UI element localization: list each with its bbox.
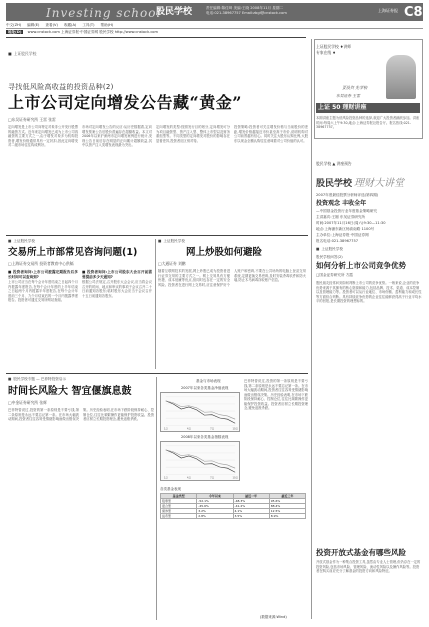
- masthead-meta: [206, 6, 356, 16]
- table-header: 最近三年: [269, 494, 305, 499]
- mid-right-byline: □大通证券 刘鹏: [158, 261, 186, 266]
- mid-left-column: [82, 269, 152, 369]
- qa-body-text: 股民朋友经常问到如何判断上市公司的竞争优势。一般来说,企业的竞争优势来源于其拥有的核心资源和能力,包括品牌、技术、渠道、成本控制以及管理能力等。投资者可以从行业地位、市场份额、盈利能力和成长性等方面综合判断。具有持续竞争优势的企业往往能够获得高于行业平均水平的回报,是长期投资的理想标的。: [316, 281, 422, 303]
- qa-answer: 根据公司法规定,召开股东大会会议,应当将会议召开的时间、地点和审议的事项于会议召开二十日前通知各股东;临时股东大会应当于会议召开十五日前通知各股东。: [82, 280, 152, 298]
- menu-bar: [6, 23, 423, 29]
- table-row: [161, 514, 306, 519]
- table-header: 基金类型: [161, 494, 197, 499]
- x-tick-label: 10月: [232, 476, 238, 480]
- lead-kicker: ■ 上证股民学校: [8, 51, 36, 56]
- qa-answer: 上市公司应当在每个会计年度结束之日起四个月内披露年度报告,在每个会计年度的上半年结束之日起两个月内披露半年度报告,在每个会计年度前三个月、九个月结束后的一个月内披露季度报告。投资者可通过交易所网站查阅。: [8, 280, 78, 302]
- presenter-photo: [386, 55, 416, 99]
- column-text: 市场对定向增发公告的反应:从历史数据看,定向增发预案公告后股价普遍存在超额收益。本文对2006年以来沪深两市定向增发案例进行统计,发现公告日前后存在明显的正向累计超额收益,其中以资产注入类增发表现最为突出。: [82, 125, 152, 147]
- bottom-left-byline: □中金证券研究所 张辉: [8, 400, 47, 405]
- table-cell: 股票型: [161, 499, 197, 504]
- mid-left-byline: □上海证券交易所 投资者教育中心供稿: [8, 261, 74, 266]
- menu-item[interactable]: 帮助(H): [100, 23, 114, 27]
- menu-item[interactable]: 编辑(E): [27, 23, 40, 27]
- x-tick-label: 1月: [163, 427, 168, 431]
- info-line: —中国基金投资行业年度基金策略研究: [316, 209, 378, 213]
- lead-subhead: 寻找低风险高收益的投资品种(2): [8, 83, 114, 91]
- chart-caption: 2007年以来各类基金净值表现: [181, 386, 229, 390]
- table-header: 今年以来: [197, 494, 233, 499]
- fund-risk-headline: 投资开放式基金有哪些风险: [316, 548, 406, 557]
- table-cell: -48.3%: [233, 499, 269, 504]
- column-divider: [311, 39, 312, 619]
- presenter-slogan: 要投资 先学校: [342, 85, 368, 90]
- section-tag: ■ 上证股民学校: [8, 239, 35, 244]
- info-line: 主讲嘉宾:王刚 东吴证券研究所: [316, 215, 366, 219]
- section-tag: ■ 上证股民学校: [158, 239, 185, 244]
- masthead-paper: 上海证券报: [378, 8, 398, 13]
- qa-body: [316, 281, 422, 543]
- section-tag: ■ 上证股民学校: [316, 247, 343, 252]
- lecture-text: 本期讲座主题为低风险投资品种的选择,欢迎广大投资者踊跃参加。讲座时间:每周六上午9:30,地点:上海证券报社报告厅。报名热线:021-38967757。: [316, 116, 420, 129]
- lecture-banner: 上证 50 理财讲座: [316, 103, 420, 113]
- table-cell: 混合型: [161, 504, 197, 509]
- lead-column: [8, 125, 78, 233]
- column-text: 定向增发的类型:按照发行目的划分,定向增发可分为项目融资型、资产注入型、整体上市型以及财务重组型等。不同类型的定向增发对股价的影响存在显著差异,投资者应区别对待。: [156, 125, 230, 143]
- address-label: 地址(D): [8, 30, 22, 34]
- qa-question: ■ 投资者询问:上市公司股东大会召开前需要提前多少天通知?: [82, 270, 152, 279]
- masthead-meta-line: 电话:021-38967757 Email:zbgl@cnstock.com: [206, 11, 287, 16]
- presenter-name: 东吴证券 王雷: [336, 93, 360, 98]
- table-cell: 4.1%: [233, 509, 269, 514]
- table-cell: -45.6%: [197, 504, 233, 509]
- masthead: [6, 3, 423, 21]
- mid-right-headline: 网上炒股如何避险: [186, 247, 263, 258]
- lecture-head: 专家在线 ♦: [316, 50, 336, 55]
- section-subtitle: 理财大讲堂: [354, 178, 404, 189]
- qa-kicker: 股民学校问答(2): [316, 255, 343, 259]
- column-text: 定向增发是上市公司向特定对象非公开发行股票的融资方式。近年来定向增发已成为上市公司再融资的主要方式之一,由于增发对象多为机构投资者,增发价格通常具有一定折扣,因此定向增发对二级市场往往构成利好。: [8, 125, 78, 147]
- lead-column: [156, 125, 230, 233]
- qa-byline: □国金证券研究所 方霞: [316, 273, 353, 277]
- table-cell: 2.8%: [197, 514, 233, 519]
- table-title: 各类基金表现: [160, 487, 181, 491]
- masthead-meta-line: 责任编辑:陈佳琦 美编:王晓 2008年11月 星期二: [206, 6, 284, 10]
- table-cell: 3.5%: [233, 514, 269, 519]
- table-cell: -52.1%: [197, 499, 233, 504]
- divider: [6, 235, 308, 236]
- fund-chart: [160, 392, 240, 432]
- info-line: 时间:2007年11月16日(周六)9:30—11:30: [316, 221, 386, 225]
- column-text: 投资策略:投资者可关注增发价格与当前股价的差距,增发价格越接近市价甚至高于市价,说明机构对公司前景越有信心。同时关注大股东认购比例,大股东以现金全额认购往往意味着对公司价值的认可。: [234, 125, 308, 143]
- lecture-head: 上证股民学校 ♦讲师: [316, 44, 351, 49]
- article-text: 随着互联网技术的发展,网上炒股已成为投资者进行证券交易的主要方式之一。网上交易具有方便快捷、成本低廉等优点,但同时也存在一定的安全风险。投资者在进行网上交易时,应注意保护好个人账户和密码,不要在公共场所的电脑上登录交易系统,定期更换交易密码,及时安装杀毒软件和防火墙,防止木马病毒窃取账户信息。: [158, 269, 306, 287]
- section-title: 股民学校: [316, 179, 353, 189]
- menu-item[interactable]: 工具(T): [82, 23, 95, 27]
- info-line: 地点:上海浦东新区杨高南路 1100号: [316, 227, 375, 231]
- menu-item[interactable]: 收藏(A): [63, 23, 77, 27]
- x-tick-label: 4月: [186, 427, 191, 431]
- menu-item[interactable]: 中文(ZH): [6, 23, 22, 27]
- x-tick-label: 4月: [186, 476, 191, 480]
- table-cell: 3.2%: [197, 509, 233, 514]
- lead-headline: 上市公司定向增发公告藏“黄金”: [8, 93, 242, 112]
- info-line: 2007年度最佳股票分析师评选(第四期): [316, 193, 379, 197]
- qa-question: ■ 投资者询问:上市公司披露定期报告后多长时间可以查询到?: [8, 270, 78, 279]
- table-cell: 货币型: [161, 514, 197, 519]
- lead-column: [234, 125, 308, 233]
- mid-right-body: [158, 269, 306, 369]
- article-text: 巴菲特曾说过,投资的第一条原则是不要亏钱,第二条原则是永远不要忘记第一条。在市场大幅波动期间,投资者往往容易受情绪影响而做出错误决策。历史经验表明,在市场下跌阶段保持耐心、控制仓位,往往比频繁操作更能保护投资收益。投资者应树立长期投资理念,避免追涨杀跌。: [244, 379, 308, 410]
- chart-title: 基金与市场表现: [196, 379, 221, 383]
- x-tick-label: 7月: [210, 427, 214, 431]
- table-cell: 债券型: [161, 509, 197, 514]
- newspaper-page: [6, 3, 423, 623]
- info-line: 报名电话:021-38967757: [316, 239, 359, 243]
- table-cell: 95.6%: [269, 499, 305, 504]
- address-bar[interactable]: [6, 30, 256, 36]
- table-cell: 88.4%: [269, 504, 305, 509]
- article-text: 巴菲特曾说过,投资的第一条原则是不要亏钱,第二条原则是永远不要忘记第一条。在市场大幅波动期间,投资者往往容易受情绪影响而做出错误决策。历史经验表明,在市场下跌阶段保持耐心、控制仓位,往往比频繁操作更能保护投资收益。投资者应树立长期投资理念,避免追涨杀跌。: [8, 408, 154, 421]
- column-divider: [155, 239, 156, 369]
- table-cell: -41.2%: [233, 504, 269, 509]
- info-line: 主办单位:上海证券报·中国证券网: [316, 233, 369, 237]
- masthead-section: 股民学校: [156, 7, 193, 17]
- lead-column: [82, 125, 152, 233]
- divider: [6, 373, 308, 374]
- data-source: (数据来源:Wind): [260, 615, 287, 619]
- series-line: [166, 401, 235, 419]
- fund-chart: [160, 441, 240, 481]
- chart-side-text: [244, 379, 308, 485]
- chart-caption: 2008年以来各类基金指数表现: [181, 435, 229, 439]
- qa-headline: 如何分析上市公司竞争优势: [316, 261, 406, 270]
- lead-byline: □东吴证券研究所 王雷 张雷: [8, 117, 56, 122]
- menu-item[interactable]: 查看(V): [45, 23, 58, 27]
- fund-risk-text: 开放式基金作为一种集合投资工具,虽然由专业人士管理,但仍存在一定的投资风险,包括市场风险、管理风险、流动性风险以及操作风险等。投资者在购买前应充分了解基金的投资方向和风险特征。: [316, 560, 421, 573]
- fund-risk-body: [316, 560, 422, 620]
- mid-left-column: [8, 269, 78, 369]
- bottom-left-body: [8, 408, 154, 620]
- column-divider: [156, 377, 157, 620]
- mid-left-headline: 交易所上市部常见咨询问题(1): [8, 247, 138, 258]
- fund-table: [160, 493, 306, 519]
- callout: 股民学校 ▲ 讲座预告: [316, 161, 352, 166]
- section-tag: ■ 股民学校专题 — 巴菲特投资启示: [8, 377, 66, 382]
- x-tick-label: 10月: [232, 427, 238, 431]
- x-tick-label: 1月: [163, 476, 168, 480]
- masthead-title: Investing school: [46, 6, 162, 20]
- address-url[interactable]: www.cnstock.com 上海证券报·中国证券网 股民学校 http://www.cnstock.com: [27, 30, 158, 34]
- table-header: 最近一年: [233, 494, 269, 499]
- x-tick-label: 7月: [210, 476, 214, 480]
- page-number: C8: [404, 5, 423, 20]
- divider: [6, 37, 306, 38]
- bottom-left-headline: 时间长风险大 智宜偃旗息鼓: [8, 386, 132, 397]
- info-head: 投资观念 丰收全年: [316, 200, 367, 207]
- table-cell: 12.5%: [269, 509, 305, 514]
- table-cell: 8.9%: [269, 514, 305, 519]
- series-line: [166, 450, 235, 468]
